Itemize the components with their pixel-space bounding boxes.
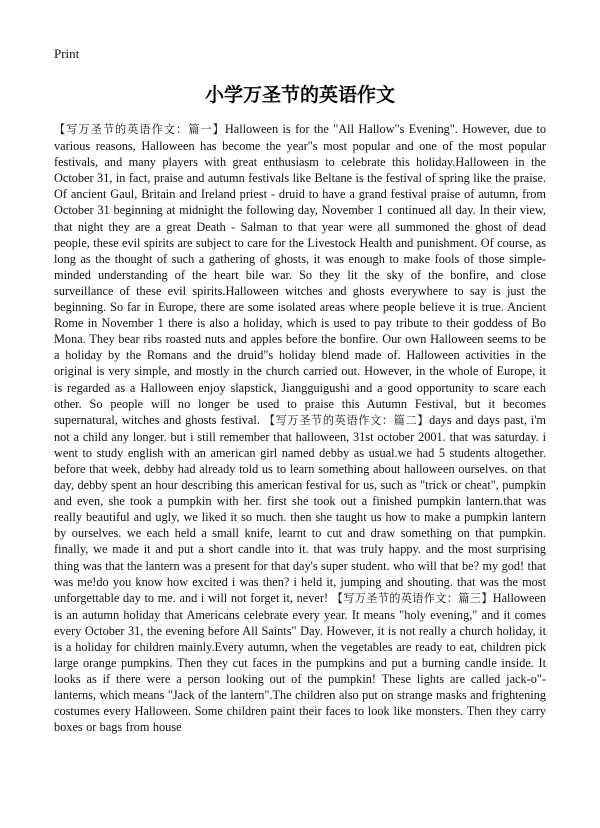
section-2-header: 【写万圣节的英语作文：篇二】 xyxy=(263,413,430,427)
section-1-header: 【写万圣节的英语作文：篇一】 xyxy=(54,123,225,136)
section-3-header: 【写万圣节的英语作文：篇三】 xyxy=(331,591,493,605)
article-body xyxy=(54,121,546,736)
print-link[interactable]: Print xyxy=(54,46,80,61)
article-title: 小学万圣节的英语作文 xyxy=(204,84,395,106)
section-3-text: Halloween is an autumn holiday that Americans celebrate every year. It means "holy evening," and it comes every October 31, the evening before All Saints" Day. However, it is not really a church holiday, it is a holiday for children mainly.Every autumn, when the vegetables are ready to eat, children pick large orange pumpkins. Then they cut faces in the pumpkins and put a burning candle inside. It looks as if there were a person looking out of the pumpkin! These lights are called jack-o"-lanterns, which means "Jack of the lantern".The children also put on strange masks and frightening costumes every Halloween. Some children paint their faces to look like monsters. Then they carry boxes or bags from house xyxy=(54,590,546,735)
section-1-text: Halloween is for the "All Hallow"s Evening". However, due to various reasons, Halloween has become the year"s most popular and one of the most popular festivals, and many players with great enthusiasm to celebrate this holiday.Halloween in the October 31, in fact, praise and autumn festivals like Beltane is the festival of spring like the praise. Of ancient Gaul, Britain and Ireland priest - druid to have a grand festival praise of autumn, from October 31 beginning at midnight the following day, November 1 continued all day. In their view, that night they are a great Death - Salman to that year were all summoned the ghost of dead people, these evil spirits are subject to care for the Livestock Health and punishment. Of course, as long as the thought of such a gathering of ghosts, it was enough to make fools of those simple-minded understanding of the heart bile war. So they lit the sky of the bonfire, and close surveillance of these evil spirits.Halloween witches and ghosts everywhere to say is just the beginning. So far in Europe, there are some isolated areas where people believe it is true. Ancient Rome in November 1 there is also a holiday, which is used to pay tribute to their goddess of Bo Mona. They bear ribs roasted nuts and apples before the bonfire. Our own Halloween seems to be a holiday by the Romans and the druid"s holiday blend made of. Halloween activities in the original is very simple, and mostly in the church carried out. However, in the whole of Europe, it is regarded as a Halloween enjoy slapstick, Jiangguigushi and a good opportunity to scare each other. So people will no longer be used to praise this Autumn Festival, but it becomes supernatural, witches and ghosts festival. xyxy=(54,122,546,427)
section-2-text: days and days past, i'm not a child any longer. but i still remember that halloween, 31st october 2001. that was saturday. i went to study english with an american girl named debby as usual.we had 5 students altogether. before that week, debby had already told us to learn something about halloween ourselves. on that day, debby spent an hour describing this american festival for us, such as "trick or cheat", pumpkin and even, she took a pumpkin with her. first she took out a finished pumpkin lantern.that was really beautiful and ugly, we liked it so much. then she taught us how to make a pumpkin lantern by ourselves. we each held a small knife, learnt to cut and draw something on that pumpkin. finally, we made it and put a short candle into it. that was truly happy. and the most surprising thing was that the lantern was a present for that day's super student. who will that be? my god! that was me!do you know how excited i was then? i held it, jumping and shouting. that was the most unforgettable day to me. and i will not forget it, never! xyxy=(54,412,546,605)
